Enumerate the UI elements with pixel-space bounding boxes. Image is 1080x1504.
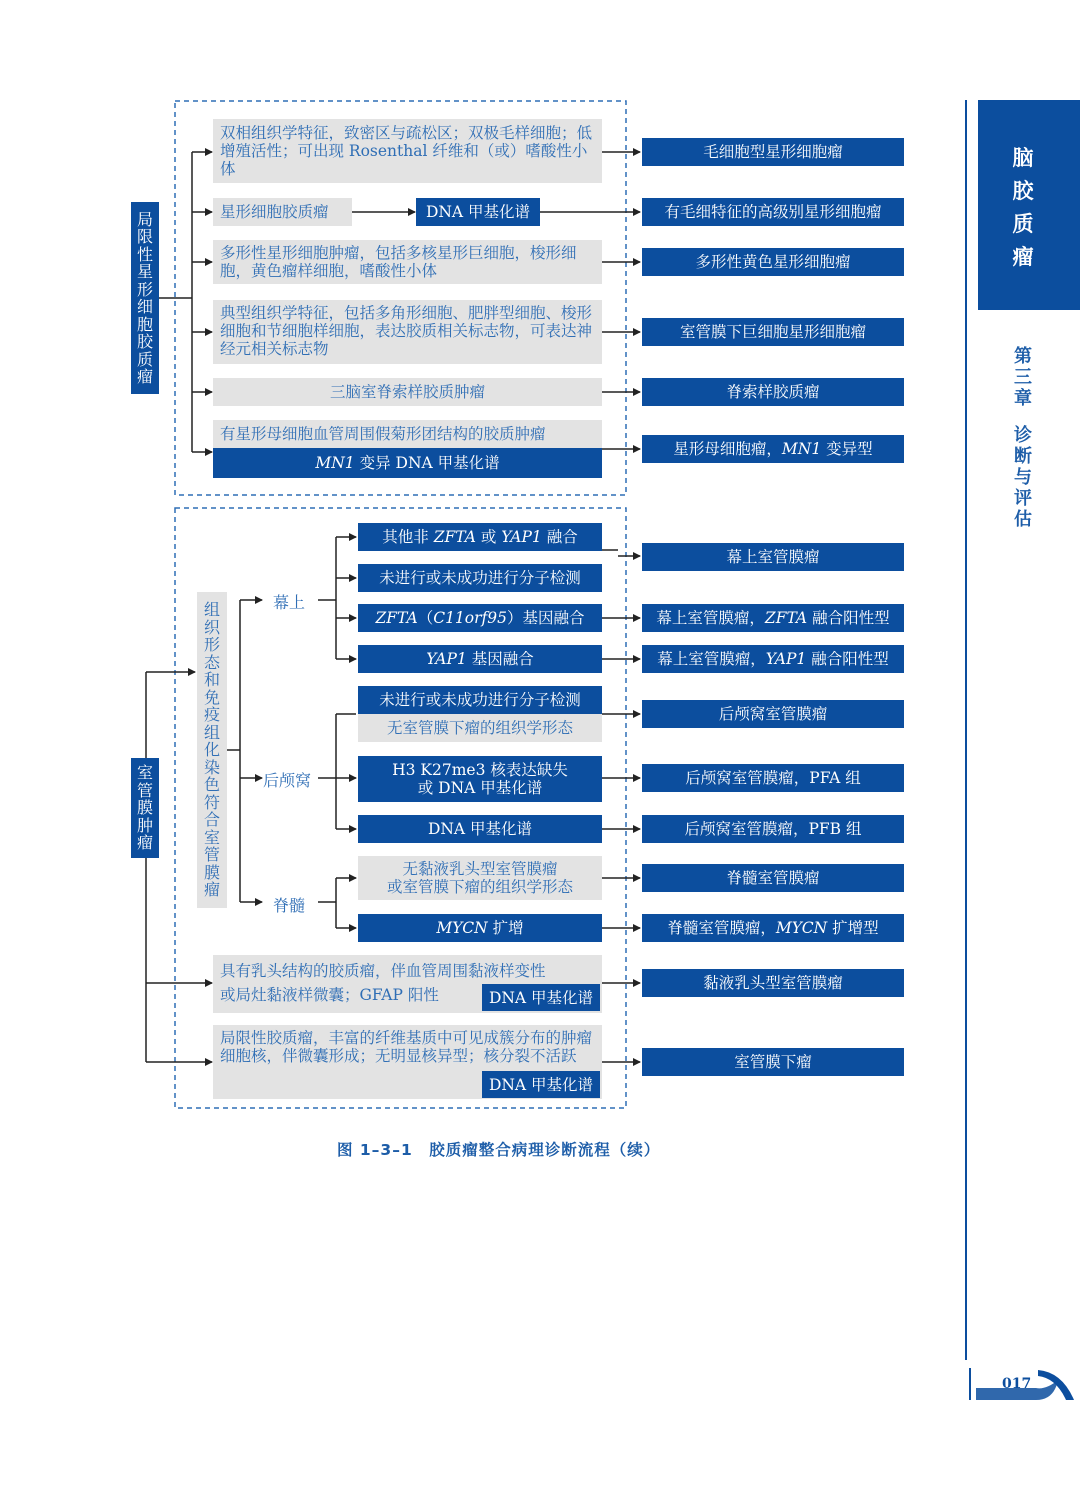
criteria-pleomorphic: 多形性星形细胞肿瘤，包括多核星形巨细胞，梭形细胞，黄色瘤样细胞，嗜酸性小体	[213, 240, 602, 284]
section2-frame	[175, 508, 626, 1108]
result-pxa: 多形性黄色星形细胞瘤	[642, 248, 904, 276]
result-spinal-mycn: 脊髓室管膜瘤，MYCN 扩增型	[642, 914, 904, 942]
result-spinal-ependymoma: 脊髓室管膜瘤	[642, 864, 904, 892]
no-molecular-test-box: 未进行或未成功进行分子检测	[358, 564, 602, 592]
pf-dna-methylation-box: DNA 甲基化谱	[358, 815, 602, 843]
h3k27me3-loss-box: H3 K27me3 核表达缺失 或 DNA 甲基化谱	[358, 756, 602, 802]
result-chordoid-glioma: 脊索样胶质瘤	[642, 378, 904, 406]
result-pfa: 后颅窝室管膜瘤，PFA 组	[642, 764, 904, 792]
criteria-myxopapillary: 具有乳头结构的胶质瘤，伴血管周围黏液样变性 或局灶黏液样微囊；GFAP 阳性	[213, 955, 602, 1013]
mycn-amplification-box: MYCN 扩增	[358, 914, 602, 942]
result-st-zfta: 幕上室管膜瘤，ZFTA 融合阳性型	[642, 604, 904, 632]
dna-methylation-box: DNA 甲基化谱	[416, 198, 540, 226]
criteria-subependymoma: 局限性胶质瘤，丰富的纤维基质中可见成簇分布的肿瘤细胞核，伴微囊形成；无明显核异型；核分裂不活跃	[213, 1025, 602, 1099]
result-pilocytic-astrocytoma: 毛细胞型星形细胞瘤	[642, 138, 904, 166]
page-number: 017	[1002, 1376, 1032, 1392]
result-pfb: 后颅窝室管膜瘤，PFB 组	[642, 815, 904, 843]
other-non-zfta-yap1-box: 其他非 ZFTA 或 YAP1 融合	[358, 523, 602, 551]
result-st-ependymoma: 幕上室管膜瘤	[642, 543, 904, 571]
pf-no-subependymoma-morphology: 无室管膜下瘤的组织学形态	[358, 714, 602, 742]
ependymoma-root: 室 管 膜 肿 瘤	[131, 758, 159, 858]
chapter-title: 第 三 章 诊 断 与 评 估	[1014, 346, 1032, 530]
result-sega: 室管膜下巨细胞星形细胞瘤	[642, 318, 904, 346]
myxopapillary-methylation-box: DNA 甲基化谱	[482, 984, 600, 1011]
result-subependymoma: 室管膜下瘤	[642, 1048, 904, 1076]
location-spinal: 脊髓	[273, 896, 306, 915]
subependymoma-methylation-box: DNA 甲基化谱	[482, 1071, 600, 1098]
location-supratentorial: 幕上	[273, 593, 306, 612]
result-myxopapillary: 黏液乳头型室管膜瘤	[642, 969, 904, 997]
histology-ihc-consistent: 组 织 形 态 和 免 疫 组 化 染 色 符 合 室 管 膜 瘤	[197, 592, 227, 908]
pf-no-molecular-test-box: 未进行或未成功进行分子检测	[358, 686, 602, 714]
result-pf-ependymoma: 后颅窝室管膜瘤	[642, 700, 904, 728]
figure-caption: 图 1–3–1 胶质瘤整合病理诊断流程（续）	[337, 1141, 661, 1159]
criteria-astrocytic-glioma: 星形细胞胶质瘤	[213, 198, 352, 226]
criteria-pilocytic: 双相组织学特征，致密区与疏松区；双极毛样细胞；低增殖活性；可出现 Rosenthal 纤维和（或）嗜酸性小体	[213, 119, 602, 183]
book-title: 脑 胶 质 瘤	[1012, 146, 1034, 269]
result-astroblastoma: 星形母细胞瘤，MN1 变异型	[642, 435, 904, 463]
mn1-methylation-box: MN1 变异 DNA 甲基化谱	[213, 448, 602, 478]
criteria-sega: 典型组织学特征，包括多角形细胞、肥胖型细胞、梭形细胞和节细胞样细胞，表达胶质相关标志物，可表达神经元相关标志物	[213, 300, 602, 364]
result-hgap: 有毛细特征的高级别星形细胞瘤	[642, 198, 904, 226]
result-st-yap1: 幕上室管膜瘤，YAP1 融合阳性型	[642, 645, 904, 673]
spinal-morphology-box: 无黏液乳头型室管膜瘤 或室管膜下瘤的组织学形态	[358, 856, 602, 900]
yap1-fusion-box: YAP1 基因融合	[358, 645, 602, 673]
criteria-chordoid: 三脑室脊索样胶质肿瘤	[213, 378, 602, 406]
location-posterior-fossa: 后颅窝	[263, 771, 312, 790]
criteria-astroblastoma: 有星形母细胞血管周围假菊形团结构的胶质肿瘤	[213, 420, 602, 448]
zfta-fusion-box: ZFTA（C11orf95）基因融合	[358, 604, 602, 632]
astrocytic-glioma-root: 局 限 性 星 形 细 胞 胶 质 瘤	[131, 202, 159, 394]
